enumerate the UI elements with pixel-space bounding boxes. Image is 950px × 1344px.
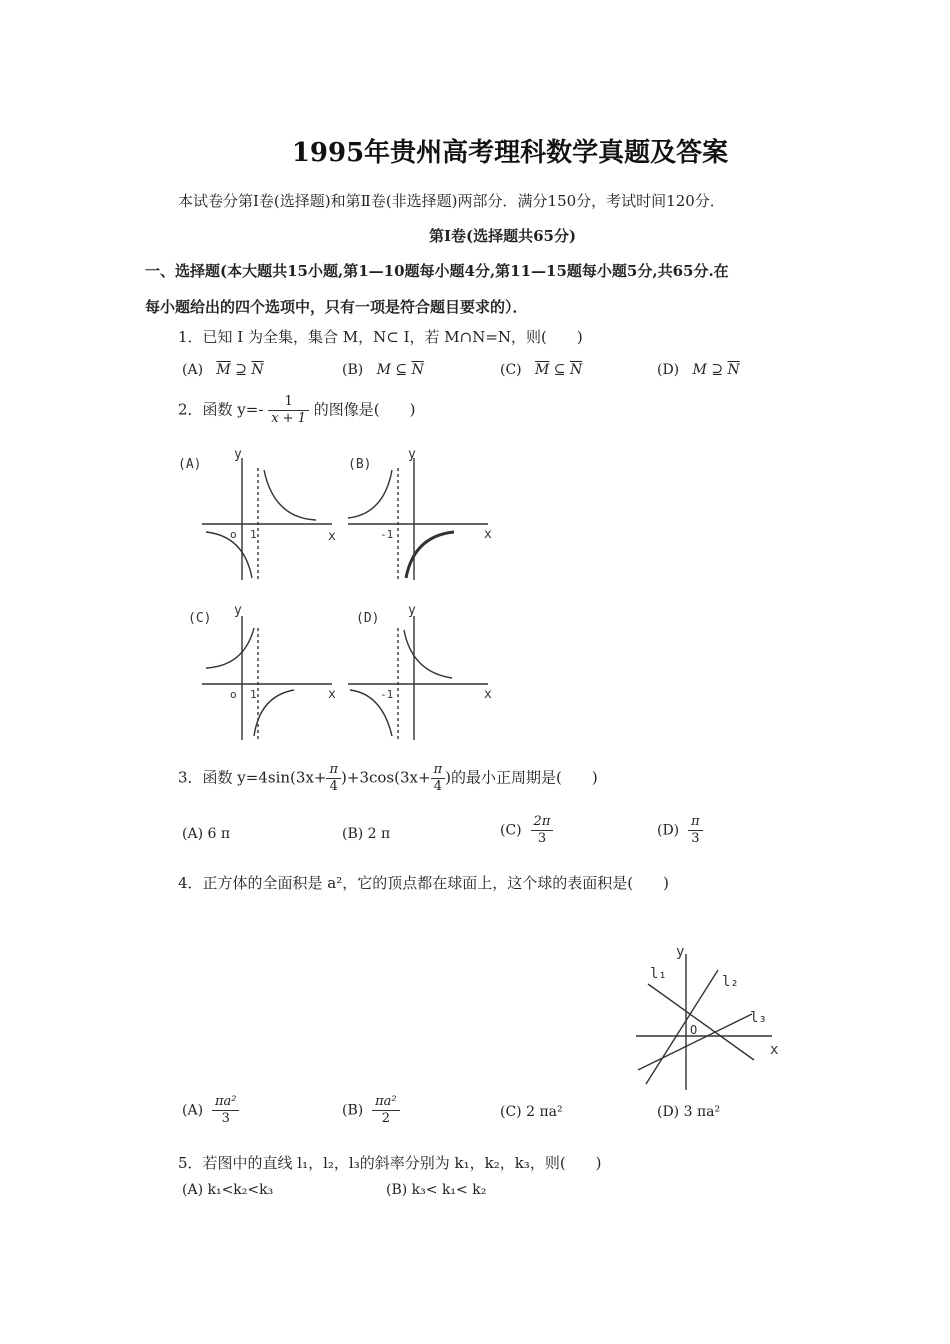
question-5-text: 5．若图中的直线 l₁，l₂，l₃的斜率分别为 k₁，k₂，k₃，则( ) [178,1154,602,1172]
q4-option-a: (A) $\frac{\text{πa²}}{3}$ [182,1094,239,1127]
graph-c-o: o [230,688,237,701]
graph-d-tick: -1 [380,688,394,701]
fig-origin: O [690,1023,698,1037]
fig-l3: l₃ [750,1010,767,1026]
fig-axis-y: y [676,944,685,960]
graph-c-label: (C) [188,611,212,626]
exam-intro: 本试卷分第Ⅰ卷(选择题)和第Ⅱ卷(非选择题)两部分．满分150分，考试时间120分． [178,192,725,210]
question-1-text: 1．已知 I 为全集，集合 M，N⊂ I，若 M∩N=N，则( ) [178,328,583,346]
graph-d-x: x [484,687,492,702]
q3-option-c: (C) $\frac{2\pi}{3}$ [500,814,553,847]
page-title: 1995年贵州高考理科数学真题及答案 [291,138,729,168]
question-2-text: 2．函数 y=- $\frac{1}{x + 1}$ 的图像是( ) [178,394,416,426]
q4-option-d: (D) 3 πa² [657,1104,721,1120]
q3-option-b: (B) 2 π [342,826,391,842]
graph-c-x: x [328,687,336,702]
graph-a-o: o [230,528,237,541]
part-instructions-line1: 一、选择题(本大题共15小题,第1—10题每小题4分,第11—15题每小题5分,共65分.在 [145,262,729,280]
q5-option-b: (B) k₃< k₁< k₂ [386,1182,487,1198]
q4-option-b: (B) $\frac{\text{πa²}}{2}$ [342,1094,400,1127]
question-3-text: 3．函数 y=4sin(3x+ $\frac{\pi}{4}$ )+3cos(3x+ $\frac{\pi}{4}$ )的最小正周期是( ) [178,762,598,794]
q1-option-d: (D) M ⊇ $\overline{N}$ [657,362,740,378]
q4-option-c: (C) 2 πa² [500,1104,563,1120]
q1-option-c: (C) $\overline{M}$ ⊆ $\overline{N}$ [500,362,583,378]
fig-l2: l₂ [722,974,739,990]
graph-b-x: x [484,527,492,542]
part-instructions-line2: 每小题给出的四个选项中，只有一项是符合题目要求的）． [145,298,528,316]
q3-option-a: (A) 6 π [182,826,231,842]
fig-axis-x: x [770,1042,779,1058]
graph-a-label: (A) [178,457,202,472]
question-4-text: 4．正方体的全面积是 a²，它的顶点都在球面上，这个球的表面积是( ) [178,874,669,892]
q1-option-b: (B) M ⊆ $\overline{N}$ [342,362,424,378]
graph-c-y: y [234,603,242,618]
graph-a-y: y [234,447,242,462]
q5-option-a: (A) k₁<k₂<k₃ [182,1182,274,1198]
fig-l1: l₁ [650,966,667,982]
graph-a-tick: 1 [250,528,257,541]
graph-c-tick: 1 [250,688,257,701]
q2-graphs [170,440,510,750]
q1-option-a: (A) $\overline{M}$ ⊇ $\overline{N}$ [182,362,264,378]
graph-d-label: (D) [356,611,380,626]
graph-b-y: y [408,447,416,462]
graph-b-label: (B) [348,457,372,472]
graph-b-tick: -1 [380,528,394,541]
graph-d-y: y [408,603,416,618]
q5-figure [630,942,790,1092]
q2-fraction: $\frac{1}{x + 1}$ [268,394,309,427]
q3-option-d: (D) $\frac{\pi}{3}$ [657,814,703,847]
section-title: 第Ⅰ卷(选择题共65分) [428,227,577,245]
graph-a-x: x [328,529,336,544]
